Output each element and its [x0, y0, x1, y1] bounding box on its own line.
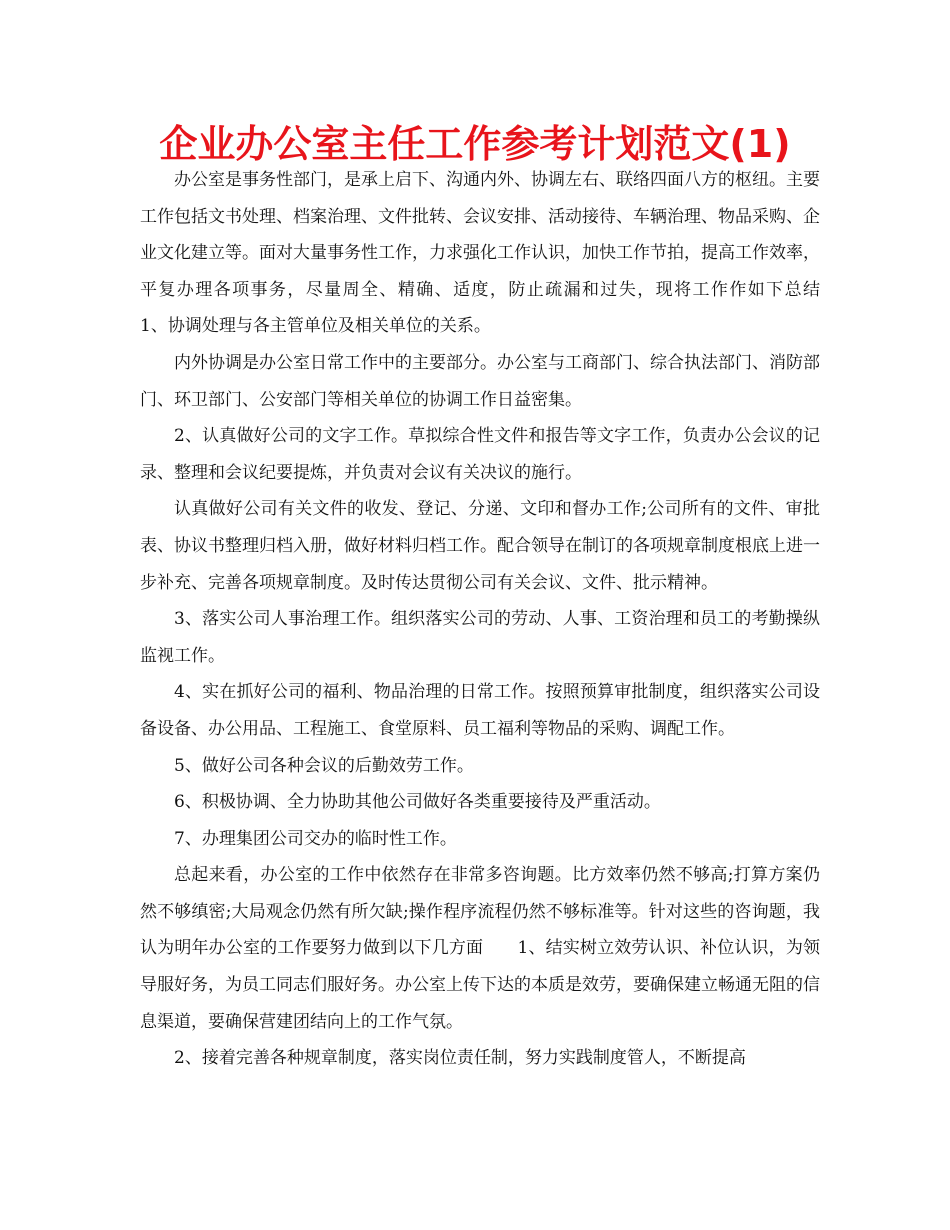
paragraph: 认真做好公司有关文件的收发、登记、分递、文印和督办工作;公司所有的文件、审批表、协议书整理归档入册，做好材料归档工作。配合领导在制订的各项规章制度根底上进一步补充、完善各项规章制度。及时传达贯彻公司有关会议、文件、批示精神。 — [140, 499, 820, 593]
paragraph: 2、认真做好公司的文字工作。草拟综合性文件和报告等文字工作，负责办公会议的记录、整理和会议纪要提炼，并负责对会议有关决议的施行。 — [140, 426, 820, 483]
paragraph: 6、积极协调、全力协助其他公司做好各类重要接待及严重活动。 — [174, 792, 661, 813]
paragraph: 5、做好公司各种会议的后勤效劳工作。 — [174, 755, 474, 776]
paragraph: 办公室是事务性部门，是承上启下、沟通内外、协调左右、联络四面八方的枢纽。主要工作包括文书处理、档案治理、文件批转、会议安排、活动接待、车辆治理、物品采购、企业文化建立等。面对大量事务性工作，力求强化工作认识，加快工作节拍，提高工作效率，平复办理各项事务，尽量周全、精确、适度，防止疏漏和过失，现将工作作如下总结 1、协调处理与各主管单位及相关单位的关系。 — [140, 170, 854, 337]
document-body — [140, 162, 854, 1077]
paragraph: 3、落实公司人事治理工作。组织落实公司的劳动、人事、工资治理和员工的考勤操纵监视工作。 — [140, 609, 820, 666]
document-title: 企业办公室主任工作参考计划范文(1) — [159, 122, 791, 166]
paragraph: 内外协调是办公室日常工作中的主要部分。办公室与工商部门、综合执法部门、消防部门、环卫部门、公安部门等相关单位的协调工作日益密集。 — [140, 352, 820, 410]
paragraph: 7、办理集团公司交办的临时性工作。 — [174, 828, 457, 849]
paragraph: 4、实在抓好公司的福利、物品治理的日常工作。按照预算审批制度，组织落实公司设备设备、办公用品、工程施工、食堂原料、员工福利等物品的采购、调配工作。 — [140, 682, 820, 739]
paragraph: 总起来看，办公室的工作中依然存在非常多咨询题。比方效率仍然不够高;打算方案仍然不够缜密;大局观念仍然有所欠缺;操作程序流程仍然不够标准等。针对这些的咨询题，我认为明年办公室的工作要努力做到以下几方面 1、结实树立效劳认识、补位认识，为领导服好务，为员工同志们服好务。办公室上传下达的本质是效劳，要确保建立畅通无阻的信息渠道，要确保营建团结向上的工作气氛。 — [140, 865, 820, 1032]
paragraph: 2、接着完善各种规章制度，落实岗位责任制，努力实践制度管人，不断提高 — [174, 1048, 746, 1069]
